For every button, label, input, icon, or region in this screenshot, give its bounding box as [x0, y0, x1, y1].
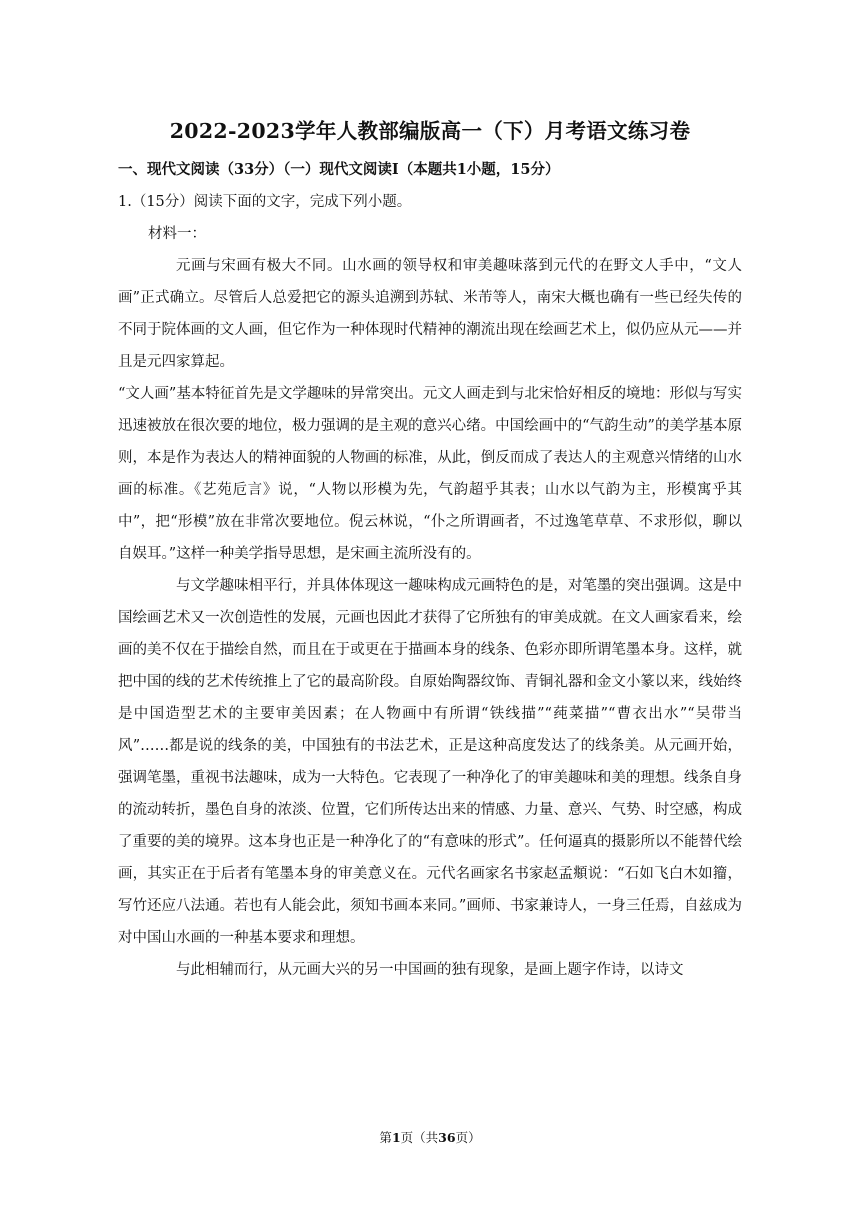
- paragraph-4: 与此相辅而行，从元画大兴的另一中国画的独有现象，是画上题字作诗，以诗文: [176, 962, 684, 978]
- footer-middle: 页（共: [400, 1130, 439, 1145]
- page-footer: [0, 1128, 860, 1148]
- section-heading: 一、现代文阅读（33分）（一）现代文阅读I（本题共1小题，15分）: [118, 161, 560, 178]
- paragraph-2: “文人画”基本特征首先是文学趣味的异常突出。元文人画走到与北宋恰好相反的境地：形似与写实迅速被放在很次要的地位，极力强调的是主观的意兴心绪。中国绘画中的“气韵生动”的美学基本原则，本是作为表达人的精神面貌的人物画的标准，从此，倒反而成了表达人的主观意兴情绪的山水画的标准。《艺苑卮言》说，“人物以形模为先，气韵超乎其表；山水以气韵为主，形模寓乎其中”，把“形模”放在非常次要地位。倪云林说，“仆之所谓画者，不过逸笔草草、不求形似，聊以自娱耳。”这样一种美学指导思想，是宋画主流所没有的。: [118, 386, 742, 562]
- question-intro: 1.（15分）阅读下面的文字，完成下列小题。: [118, 194, 412, 210]
- footer-prefix: 第: [379, 1130, 392, 1145]
- footer-page-number: 1: [391, 1130, 401, 1145]
- footer-total-pages: 36: [438, 1130, 456, 1145]
- material-label: 材料一：: [148, 226, 206, 242]
- paragraph-1: 元画与宋画有极大不同。山水画的领导权和审美趣味落到元代的在野文人手中，“文人画”正式确立。尽管后人总爱把它的源头追溯到苏轼、米芾等人，南宋大概也确有一些已经失传的不同于院体画的文人画，但它作为一种体现时代精神的潮流出现在绘画艺术上，似仍应从元——并且是元四家算起。: [118, 258, 742, 370]
- document-title: 2022-2023学年人教部编版高一（下）月考语文练习卷: [169, 119, 691, 143]
- paragraph-3: 与文学趣味相平行，并具体体现这一趣味构成元画特色的是，对笔墨的突出强调。这是中国绘画艺术又一次创造性的发展，元画也因此才获得了它所独有的审美成就。在文人画家看来，绘画的美不仅在于描绘自然，而且在于或更在于描画本身的线条、色彩亦即所谓笔墨本身。这样，就把中国的线的艺术传统推上了它的最高阶段。自原始陶器纹饰、青铜礼器和金文小篆以来，线始终是中国造型艺术的主要审美因素；在人物画中有所谓“铁线描”“莼菜描”“曹衣出水”“吴带当风”……都是说的线条的美，中国独有的书法艺术，正是这种高度发达了的线条美。从元画开始，强调笔墨，重视书法趣味，成为一大特色。它表现了一种净化了的审美趣味和美的理想。线条自身的流动转折，墨色自身的浓淡、位置，它们所传达出来的情感、力量、意兴、气势、时空感，构成了重要的美的境界。这本身也正是一种净化了的“有意味的形式”。任何逼真的摄影所以不能替代绘画，其实正在于后者有笔墨本身的审美意义在。元代名画家名书家赵孟頫说：“石如飞白木如籀，写竹还应八法通。若也有人能会此，须知书画本来同。”画师、书家兼诗人，一身三任焉，自兹成为对中国山水画的一种基本要求和理想。: [118, 578, 742, 946]
- footer-suffix: 页）: [455, 1130, 481, 1145]
